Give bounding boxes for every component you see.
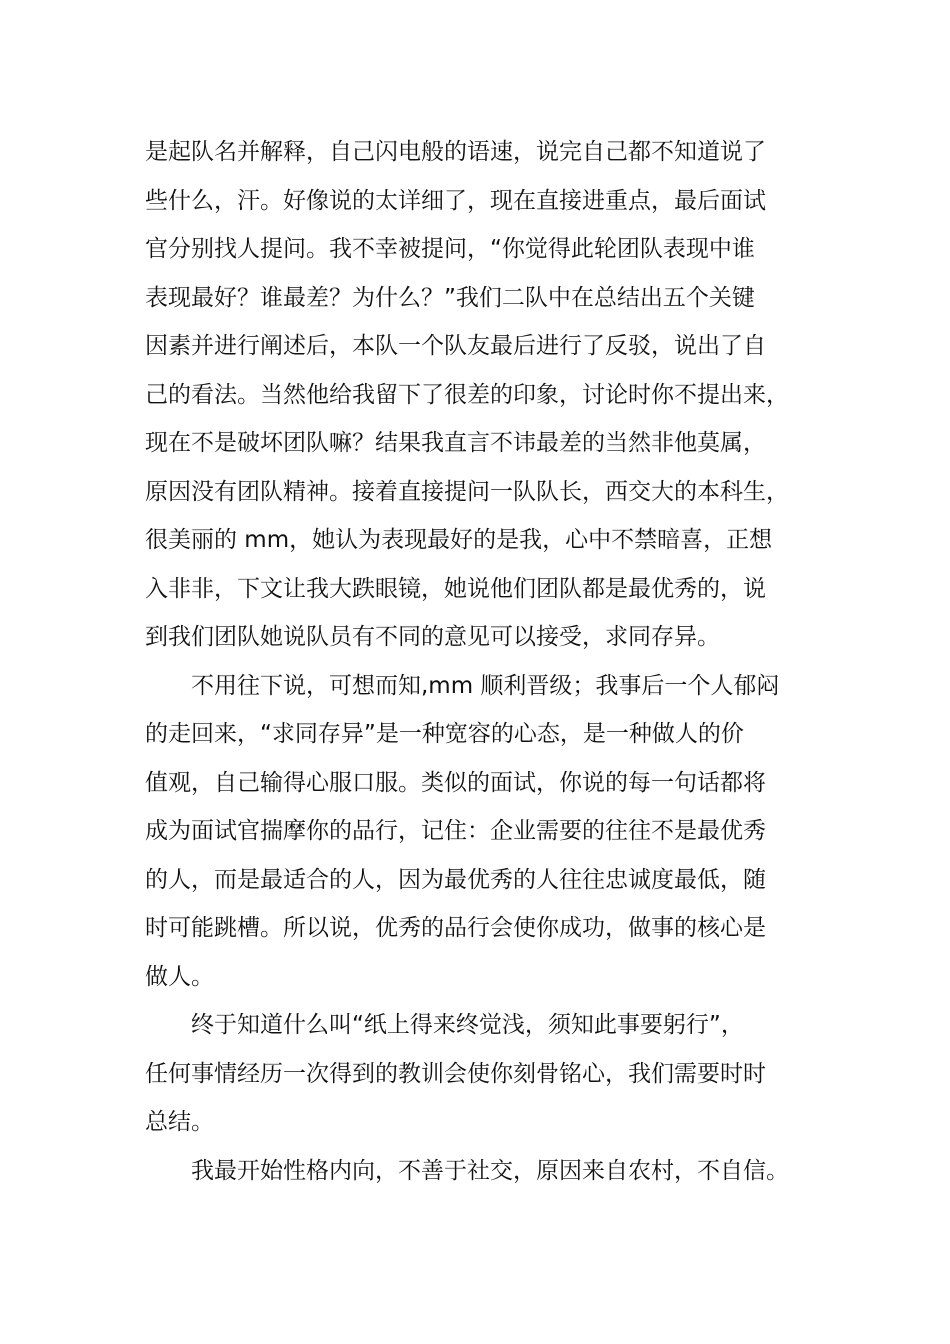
- text-line: 的人，而是最适合的人，因为最优秀的人往往忠诚度最低，随: [145, 866, 766, 893]
- text-line: 因素并进行阐述后，本队一个队友最后进行了反驳，说出了自: [145, 333, 766, 359]
- text-line: 时可能跳槽。所以说，优秀的品行会使你成功，做事的核心是: [145, 915, 766, 941]
- text-line: 入非非，下文让我大跌眼镜，她说他们团队都是最优秀的，说: [145, 575, 766, 602]
- text-line: 官分别找人提问。我不幸被提问，“你觉得此轮团队表现中谁: [145, 236, 755, 262]
- document-body: [145, 128, 835, 1195]
- text-line: 终于知道什么叫“纸上得来终觉浅，须知此事要躬行”，: [145, 1012, 744, 1038]
- paragraph: [145, 1001, 835, 1147]
- text-line: 是起队名并解释，自己闪电般的语速，说完自己都不知道说了: [145, 139, 766, 165]
- text-line: 些什么，汗。好像说的太详细了，现在直接进重点，最后面试: [145, 187, 766, 214]
- text-line: 现在不是破坏团队嘛？结果我直言不讳最差的当然非他莫属，: [145, 430, 766, 456]
- text-line: 成为面试官揣摩你的品行，记住：企业需要的往往不是最优秀: [145, 818, 766, 844]
- text-line: 原因没有团队精神。接着直接提问一队队长，西交大的本科生，: [145, 478, 789, 505]
- text-line: 值观，自己输得心服口服。类似的面试，你说的每一句话都将: [145, 769, 766, 796]
- paragraph: [145, 662, 835, 1002]
- paragraph: [145, 1147, 835, 1196]
- text-line: 很美丽的 mm，她认为表现最好的是我，心中不禁暗喜，正想: [145, 527, 773, 553]
- text-line: 做人。: [145, 963, 214, 990]
- text-line: 不用往下说，可想而知,mm 顺利晋级；我事后一个人郁闷: [145, 672, 780, 699]
- text-line: 任何事情经历一次得到的教训会使你刻骨铭心，我们需要时时: [145, 1060, 766, 1087]
- text-line: 表现最好？谁最差？为什么？”我们二队中在总结出五个关键: [145, 284, 755, 311]
- paragraph: [145, 128, 835, 662]
- text-line: 总结。: [145, 1109, 214, 1135]
- text-line: 己的看法。当然他给我留下了很差的印象，讨论时你不提出来，: [145, 381, 789, 408]
- text-line: 的走回来，“求同存异”是一种宽容的心态，是一种做人的价: [145, 721, 744, 747]
- text-line: 到我们团队她说队员有不同的意见可以接受，求同存异。: [145, 624, 720, 650]
- text-line: 我最开始性格内向，不善于社交，原因来自农村，不自信。: [145, 1157, 789, 1184]
